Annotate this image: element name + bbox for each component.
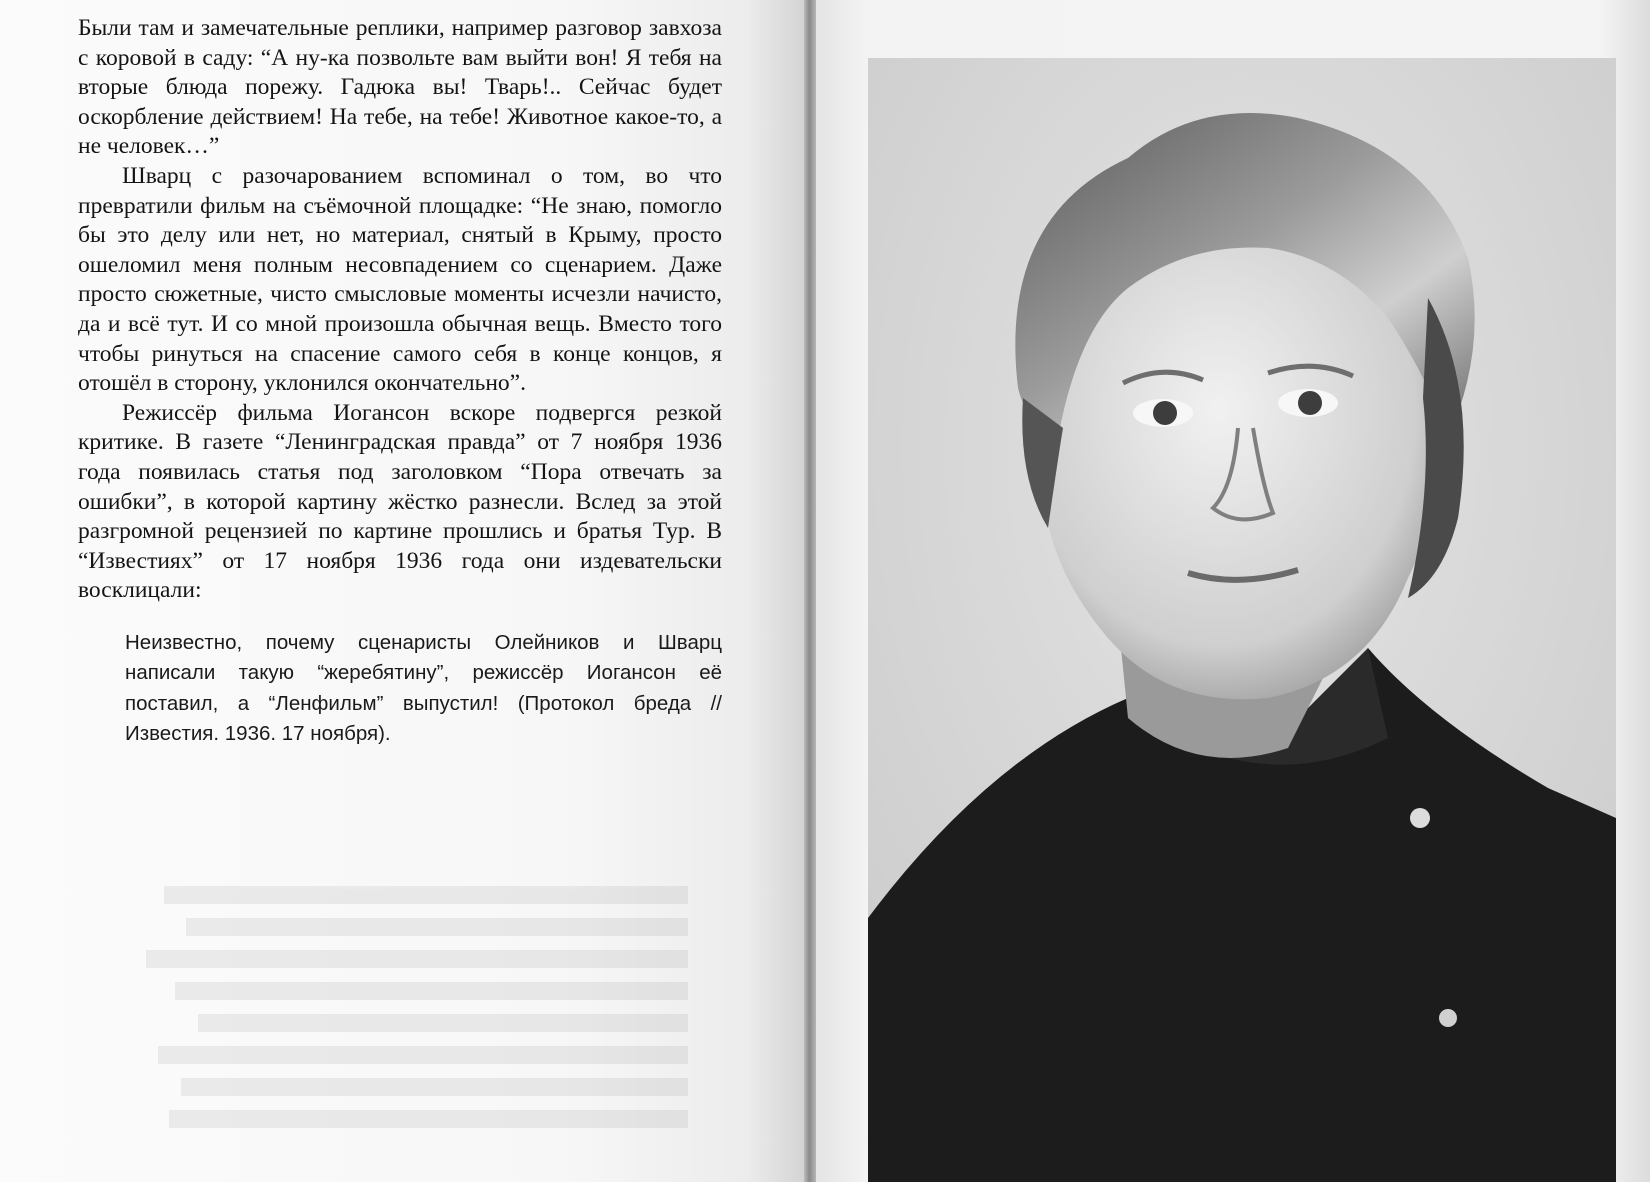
book-gutter <box>804 0 816 1182</box>
show-through-text <box>118 880 688 1142</box>
left-page <box>0 0 804 1182</box>
paragraph: Режиссёр фильма Иогансон вскоре подвергся резкой критике. В газете “Ленинградская правда” от 7 ноября 1936 года появилась статья под заголовком “Пора отвечать за ошибки”, в которой картину жёстко разнесли. Вслед за этой разгромной рецензией по картине прошлись и братья Тур. В “Известиях” от 17 ноября 1936 года они издевательски восклицали: <box>78 399 722 604</box>
block-quote: Неизвестно, почему сценаристы Олейников и Шварц написали такую “жеребятину”, режиссёр Иогансон её поставил, а “Ленфильм” выпустил! (Протокол бреда // Известия. 1936. 17 ноября). <box>125 630 722 746</box>
portrait-photo <box>868 58 1616 1182</box>
paragraph: Шварц с разочарованием вспоминал о том, во что превратили фильм на съёмочной площадке: “Не знаю, помогло бы это делу или нет, но материал, снятый в Крыму, просто ошеломил меня полным несовпадением со сценарием. Даже просто сюжетные, чисто смысловые моменты исчезли начисто, да и всё тут. И со мной произошла обычная вещь. Вместо того чтобы ринуться на спасение самого себя в конце концов, я отошёл в сторону, уклонился окончательно”. <box>78 162 722 397</box>
body-text <box>78 14 722 750</box>
paragraph: Были там и замечательные реплики, например разговор завхоза с коровой в саду: “А ну-ка позвольте вам выйти вон! Я тебя на вторые блюда порежу. Гадюка вы! Тварь!.. Сейчас будет оскорбление действием! На тебе, на тебе! Животное какое-то, а не человек…” <box>78 15 722 160</box>
portrait-image <box>868 58 1616 1182</box>
